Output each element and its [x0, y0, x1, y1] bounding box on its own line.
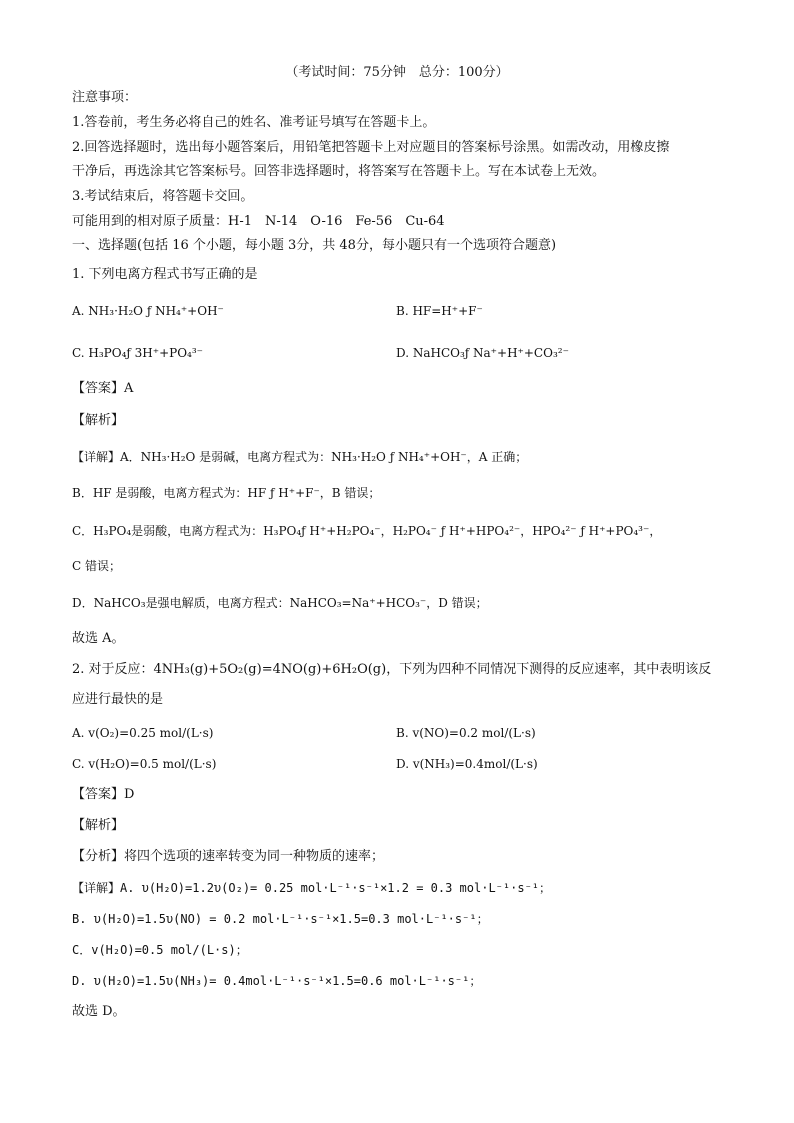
section-heading: 一、选择题(包括 16 个小题，每小题 3分，共 48分，每小题只有一个选项符合题意)	[72, 238, 557, 253]
atomic-masses: 可能用到的相对原子质量：H-1 N-14 O-16 Fe-56 Cu-64	[72, 214, 445, 229]
question-stem: 2. 对于反应：4NH₃(g)+5O₂(g)=4NO(g)+6H₂O(g)，下列为四种不同情况下测得的反应速率，其中表明该反	[72, 662, 712, 677]
notice-item: 2.回答选择题时，选出每小题答案后，用铅笔把答题卡上对应题目的答案标号涂黑。如需改动，用橡皮擦	[72, 140, 670, 155]
option-c: C. v(H₂O)=0.5 mol/(L·s)	[72, 757, 217, 771]
question-stem: 应进行最快的是	[72, 692, 164, 707]
detail-line: C 错误；	[72, 559, 121, 573]
conclusion: 故选 D。	[72, 1004, 126, 1019]
option-d: D. NaHCO₃ƒ Na⁺+H⁺+CO₃²⁻	[396, 346, 569, 360]
option-c: C. H₃PO₄ƒ 3H⁺+PO₄³⁻	[72, 346, 203, 360]
analysis-idea: 【分析】将四个选项的速率转变为同一种物质的速率；	[72, 849, 385, 864]
analysis-label: 【解析】	[72, 818, 125, 833]
detail-line: B. υ(H₂O)=1.5υ(NO) = 0.2 mol·L⁻¹·s⁻¹×1.5=0.3 mol·L⁻¹·s⁻¹；	[72, 912, 489, 926]
notice-item: 1.答卷前，考生务必将自己的姓名、准考证号填写在答题卡上。	[72, 115, 436, 130]
detail-line: C．v(H₂O)=0.5 mol/(L·s)；	[72, 943, 248, 957]
detail-line: B．HF 是弱酸，电离方程式为：HF ƒ H⁺+F⁻，B 错误；	[72, 486, 381, 500]
conclusion: 故选 A。	[72, 631, 125, 646]
detail-line: C．H₃PO₄是弱酸，电离方程式为：H₃PO₄ƒ H⁺+H₂PO₄⁻，H₂PO₄⁻ ƒ H⁺+HPO₄²⁻，HPO₄²⁻ ƒ H⁺+PO₄³⁻，	[72, 524, 662, 538]
option-d: D. v(NH₃)=0.4mol/(L·s)	[396, 757, 538, 771]
notice-item: 3.考试结束后，将答题卡交回。	[72, 189, 254, 204]
analysis-label: 【解析】	[72, 413, 125, 428]
option-a: A. v(O₂)=0.25 mol/(L·s)	[72, 726, 214, 740]
notice-title: 注意事项：	[72, 90, 138, 105]
detail-line: D．NaHCO₃是强电解质，电离方程式：NaHCO₃=Na⁺+HCO₃⁻，D 错误；	[72, 596, 488, 610]
question-stem: 1. 下列电离方程式书写正确的是	[72, 267, 258, 282]
notice-item: 干净后，再选涂其它答案标号。回答非选择题时，将答案写在答题卡上。写在本试卷上无效。	[72, 164, 606, 179]
detail-line: D. υ(H₂O)=1.5υ(NH₃)= 0.4mol·L⁻¹·s⁻¹×1.5=0.6 mol·L⁻¹·s⁻¹；	[72, 974, 482, 988]
option-b: B. HF=H⁺+F⁻	[396, 304, 483, 318]
option-a: A. NH₃·H₂O ƒ NH₄⁺+OH⁻	[72, 304, 224, 318]
option-b: B. v(NO)=0.2 mol/(L·s)	[396, 726, 536, 740]
answer-label: 【答案】D	[72, 787, 135, 802]
detail-line: 【详解】A．NH₃·H₂O 是弱碱，电离方程式为：NH₃·H₂O ƒ NH₄⁺+OH⁻，A 正确；	[72, 450, 528, 464]
answer-label: 【答案】A	[72, 381, 134, 396]
detail-line: 【详解】A. υ(H₂O)=1.2υ(O₂)= 0.25 mol·L⁻¹·s⁻¹×1.2 = 0.3 mol·L⁻¹·s⁻¹；	[72, 881, 552, 895]
exam-info: （考试时间：75分钟 总分：100分）	[285, 65, 509, 80]
